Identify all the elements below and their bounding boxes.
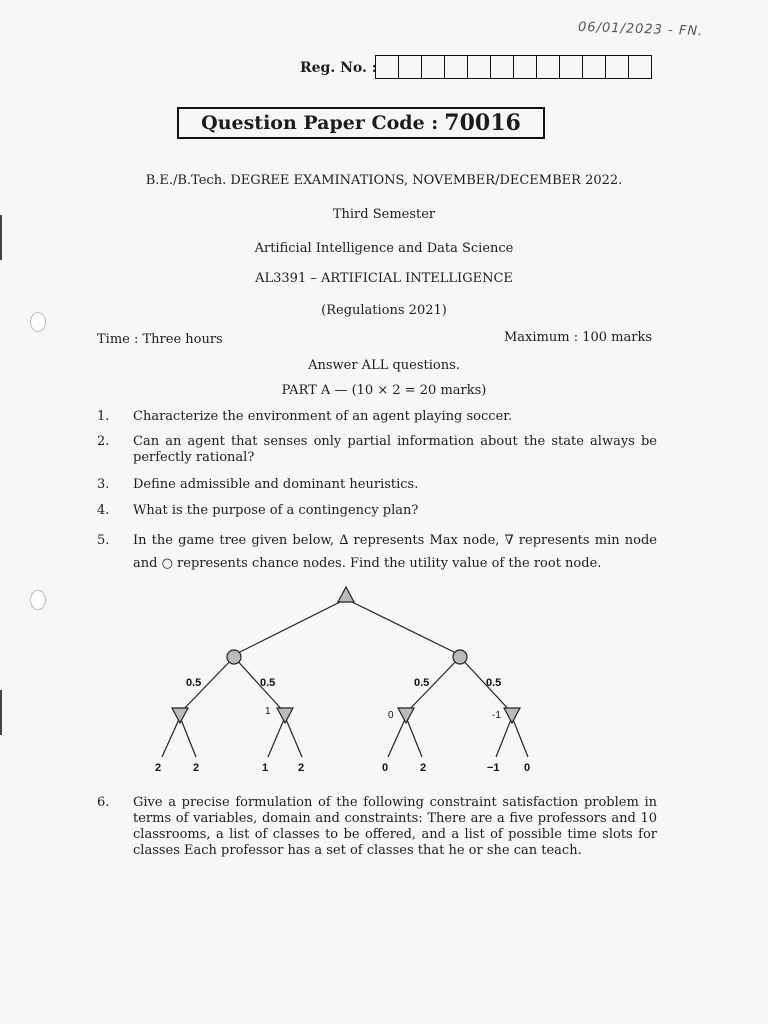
question-1	[97, 409, 657, 425]
tree-edge	[512, 717, 528, 757]
exam-title: B.E./B.Tech. DEGREE EXAMINATIONS, NOVEMBER/DECEMBER 2022.	[145, 173, 623, 188]
probability-label: 0.5	[414, 677, 430, 689]
reg-digit-box[interactable]	[560, 56, 583, 78]
qpc-label: Question Paper Code :	[201, 112, 439, 134]
tree-edge	[285, 717, 302, 757]
leaf-value: 2	[420, 762, 427, 774]
probability-label: 0.5	[260, 677, 276, 689]
question-4	[97, 503, 657, 519]
reg-digit-box[interactable]	[468, 56, 491, 78]
reg-digit-box[interactable]	[445, 56, 468, 78]
reg-digit-box[interactable]	[514, 56, 537, 78]
reg-no-label: Reg. No. :	[300, 60, 377, 76]
question-number: 5.	[97, 533, 110, 548]
max-marks-label: Maximum : 100 marks	[503, 330, 652, 345]
binder-hole	[30, 590, 46, 610]
min-node-icon	[398, 708, 414, 723]
scan-edge-mark	[0, 690, 2, 735]
reg-digit-box[interactable]	[422, 56, 445, 78]
part-a-heading: PART A — (10 × 2 = 20 marks)	[281, 383, 487, 398]
leaf-value: 1	[262, 762, 269, 774]
question-number: 6.	[97, 795, 110, 810]
question-text: Give a precise formulation of the following constraint satisfaction problem in terms of variables, domain and constraints: There are a five professors and 10 classrooms, a list of classes to be offered, and a list of possible time slots for classes Each professor has a set of classes that he or she can teach.	[133, 795, 657, 858]
probability-label: 0.5	[486, 677, 502, 689]
min-node-icon	[277, 708, 293, 723]
scan-edge-mark	[0, 215, 2, 260]
reg-digit-box[interactable]	[583, 56, 606, 78]
tree-edge	[268, 717, 285, 757]
time-label: Time : Three hours	[97, 332, 223, 347]
question-number: 3.	[97, 477, 110, 492]
min-value-note: 1	[265, 706, 271, 717]
min-value-note: 0	[388, 710, 394, 721]
leaf-value: 0	[382, 762, 389, 774]
question-number: 4.	[97, 503, 110, 518]
tree-edge	[234, 599, 346, 655]
leaf-value: 2	[193, 762, 200, 774]
course-title: AL3391 – ARTIFICIAL INTELLIGENCE	[255, 271, 513, 286]
reg-digit-box[interactable]	[376, 56, 399, 78]
tree-edge	[162, 717, 180, 757]
reg-digit-box[interactable]	[606, 56, 629, 78]
tree-edge	[406, 717, 422, 757]
question-number: 1.	[97, 409, 110, 424]
question-2	[97, 434, 657, 466]
leaf-value: 2	[298, 762, 305, 774]
question-paper-code-box	[177, 107, 545, 139]
question-text: Characterize the environment of an agent playing soccer.	[133, 409, 513, 424]
reg-digit-box[interactable]	[399, 56, 422, 78]
branch: Artificial Intelligence and Data Science	[254, 241, 514, 256]
question-text: Can an agent that senses only partial information about the state always be perfectly rational?	[133, 434, 657, 465]
reg-no-boxes[interactable]	[375, 55, 652, 79]
probability-label: 0.5	[186, 677, 202, 689]
tree-edge	[496, 717, 512, 757]
question-text: What is the purpose of a contingency plan?	[133, 503, 419, 518]
reg-digit-box[interactable]	[537, 56, 560, 78]
handwritten-date: 06/01/2023 - FN.	[577, 19, 704, 40]
chance-node-icon	[227, 650, 241, 664]
regulations: (Regulations 2021)	[321, 303, 447, 318]
leaf-value: −1	[487, 762, 500, 774]
max-node-icon	[338, 587, 354, 602]
semester: Third Semester	[332, 207, 436, 222]
instruction: Answer ALL questions.	[308, 358, 460, 373]
min-node-icon	[172, 708, 188, 723]
tree-edge	[388, 717, 406, 757]
min-value-note: -1	[492, 710, 501, 721]
chance-node-icon	[453, 650, 467, 664]
leaf-value: 0	[524, 762, 531, 774]
min-node-icon	[504, 708, 520, 723]
question-text: Define admissible and dominant heuristics.	[133, 477, 419, 492]
qpc-number: 70016	[444, 110, 521, 136]
reg-digit-box[interactable]	[491, 56, 514, 78]
question-3	[97, 477, 657, 493]
tree-edge	[346, 599, 460, 655]
question-6	[97, 795, 657, 859]
question-5	[97, 529, 657, 575]
tree-edge	[180, 717, 196, 757]
leaf-value: 2	[155, 762, 162, 774]
question-text: In the game tree given below, ∆ represents Max node, ∇ represents min node and ○ represents chance nodes. Find the utility value of the root node.	[133, 533, 657, 571]
binder-hole	[30, 312, 46, 332]
game-tree-diagram	[130, 585, 550, 775]
reg-digit-box[interactable]	[629, 56, 651, 78]
question-number: 2.	[97, 434, 110, 449]
